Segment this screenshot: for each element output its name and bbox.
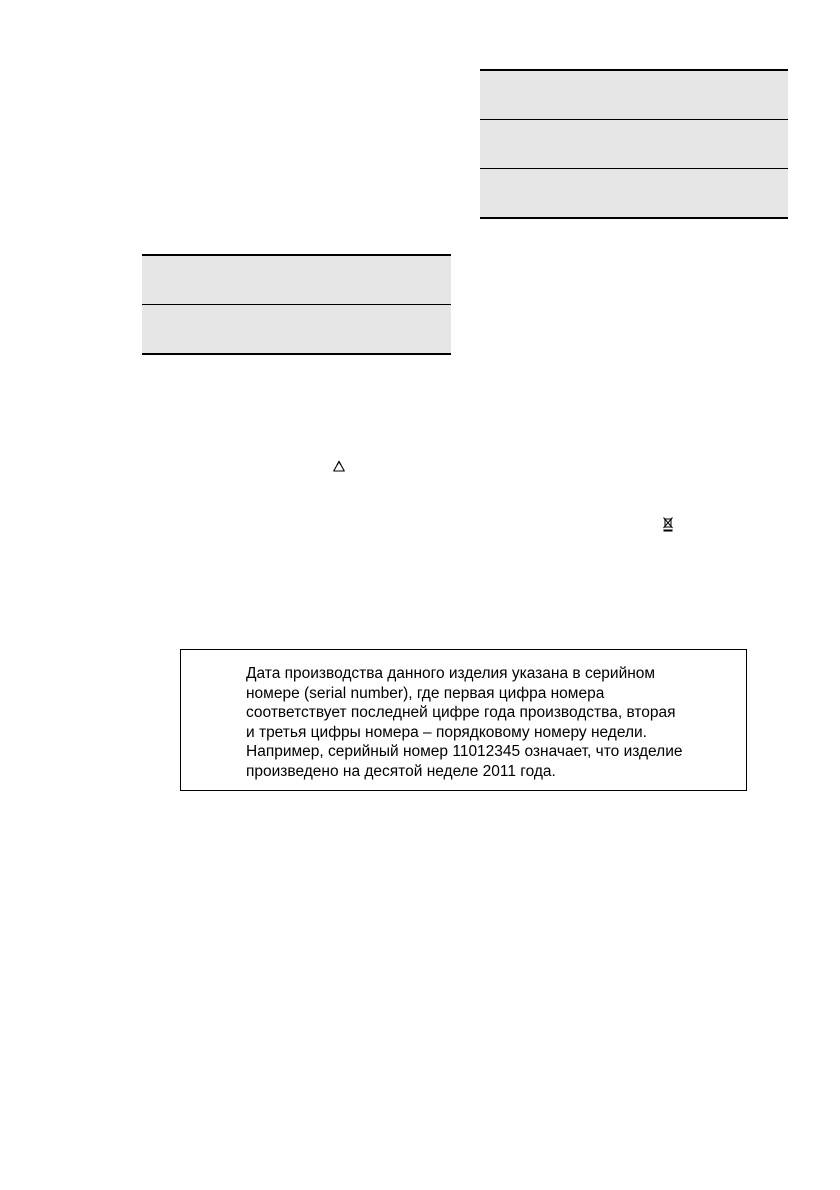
crossed-bin-icon: [662, 516, 674, 535]
table-right-row-2: [480, 119, 788, 168]
table-left-row-2: [142, 304, 451, 353]
table-right-row-1: [480, 71, 788, 119]
table-right: [480, 69, 788, 219]
production-date-text: Дата производства данного изделия указана в серийном номере (serial number), где первая цифра номера соответствует последней цифре года производства, вторая и третья цифры номера – порядковому номеру недели. Например, серийный номер 11012345 означает, что изделие произведено на десятой неделе 2011 года.: [246, 665, 683, 780]
production-date-notice: [180, 649, 747, 791]
table-left: [142, 254, 451, 355]
table-right-row-3: [480, 168, 788, 217]
table-left-row-1: [142, 256, 451, 304]
recycle-icon: [332, 460, 346, 477]
